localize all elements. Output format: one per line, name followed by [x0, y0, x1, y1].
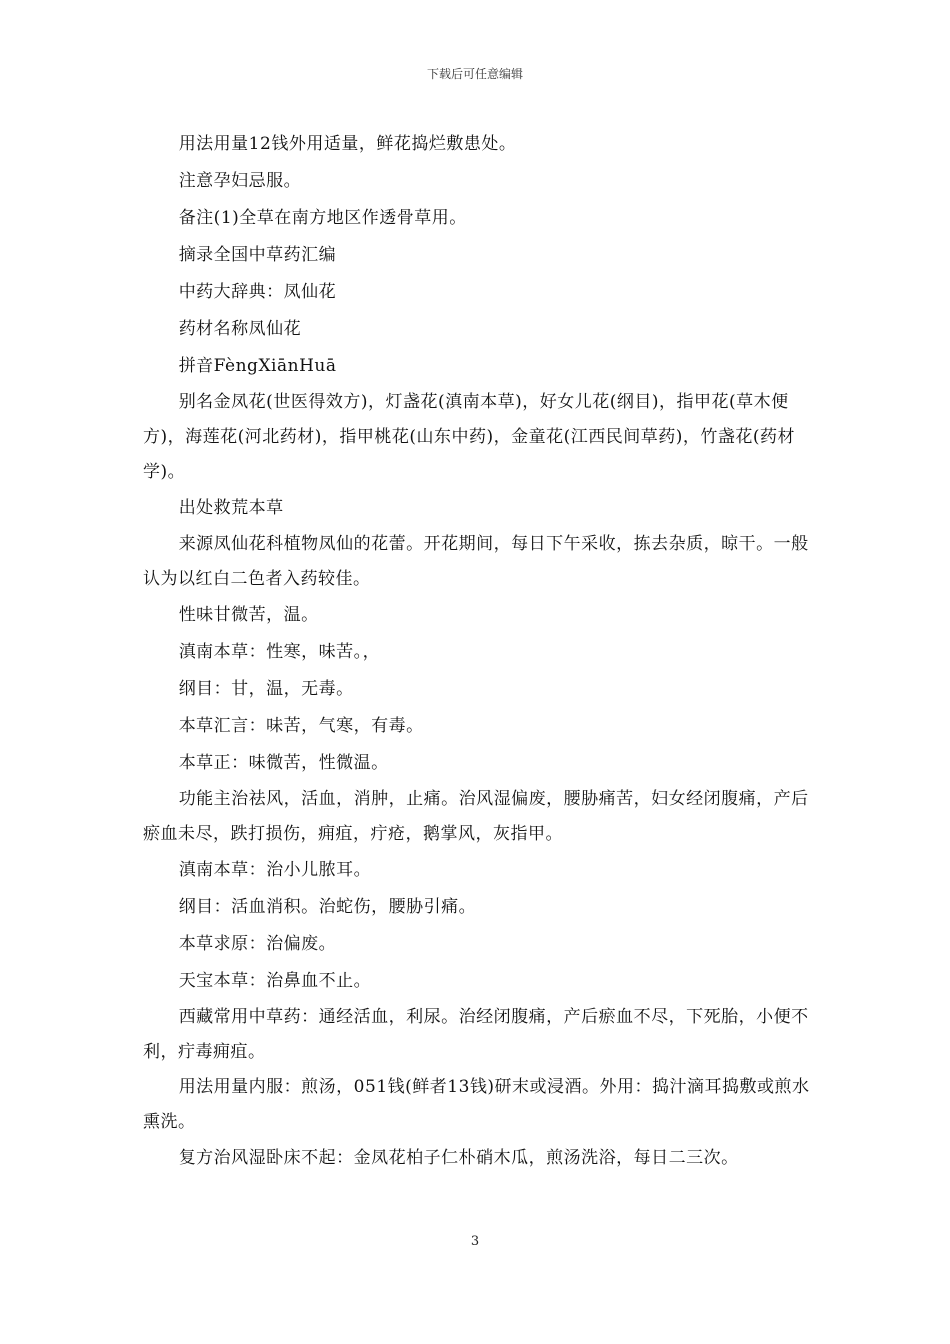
paragraph-nature-taste: 性味甘微苦，温。: [178, 605, 319, 625]
paragraph-diannan-function: 滇南本草：治小儿脓耳。: [178, 860, 372, 880]
paragraph-compound-recipe: 复方治风湿卧床不起：金凤花柏子仁朴硝木瓜，煎汤洗浴，每日二三次。: [178, 1148, 739, 1168]
paragraph-bencaozheng-nature: 本草正：味微苦，性微温。: [178, 753, 389, 773]
paragraph-huiyan-nature: 本草汇言：味苦，气寒，有毒。: [178, 716, 424, 736]
paragraph-functions: 功能主治祛风，活血，消肿，止痛。治风湿偏废，腰胁痛苦，妇女经闭腹痛，产后瘀血未尽，跌打损伤，痈疽，疔疮，鹅掌风，灰指甲。: [143, 789, 809, 844]
page-header: 下载后可任意编辑: [426, 67, 523, 81]
page-number: 3: [470, 1234, 480, 1249]
paragraph-dictionary-title: 中药大辞典：凤仙花: [178, 282, 337, 302]
paragraph-pinyin: 拼音FèngXiānHuā: [178, 356, 337, 376]
paragraph-source-excerpt: 摘录全国中草药汇编: [178, 245, 337, 265]
paragraph-origin: 出处救荒本草: [178, 498, 284, 518]
paragraph-tibet-function: 西藏常用中草药：通经活血，利尿。治经闭腹痛，产后瘀血不尽，下死胎，小便不利，疔毒痈疽。: [143, 1007, 809, 1062]
document-body: [143, 126, 823, 1177]
paragraph-source-plant: 来源凤仙花科植物凤仙的花蕾。开花期间，每日下午采收，拣去杂质，晾干。一般认为以红白二色者入药较佳。: [143, 534, 809, 589]
paragraph-gangmu-function: 纲目：活血消积。治蛇伤，腰胁引痛。: [178, 897, 477, 917]
paragraph-remark: 备注(1)全草在南方地区作透骨草用。: [178, 208, 467, 228]
paragraph-usage-dosage-2: 用法用量内服：煎汤，051钱(鲜者13钱)研末或浸酒。外用：捣汁滴耳捣敷或煎水熏洗。: [143, 1077, 810, 1132]
paragraph-gangmu-nature: 纲目：甘，温，无毒。: [178, 679, 354, 699]
paragraph-qiuyuan-function: 本草求原：治偏废。: [178, 934, 337, 954]
paragraph-usage-dosage: 用法用量12钱外用适量，鲜花捣烂敷患处。: [178, 134, 517, 154]
paragraph-herb-name: 药材名称凤仙花: [178, 319, 302, 339]
paragraph-alias: 别名金凤花(世医得效方)，灯盏花(滇南本草)，好女儿花(纲目)，指甲花(草木便方)，海莲花(河北药材)，指甲桃花(山东中药)，金童花(江西民间草药)，竹盏花(药材学)。: [143, 392, 796, 482]
paragraph-diannan-nature: 滇南本草：性寒，味苦。，: [178, 642, 381, 662]
paragraph-caution: 注意孕妇忌服。: [178, 171, 302, 191]
paragraph-tianbao-function: 天宝本草：治鼻血不止。: [178, 971, 372, 991]
